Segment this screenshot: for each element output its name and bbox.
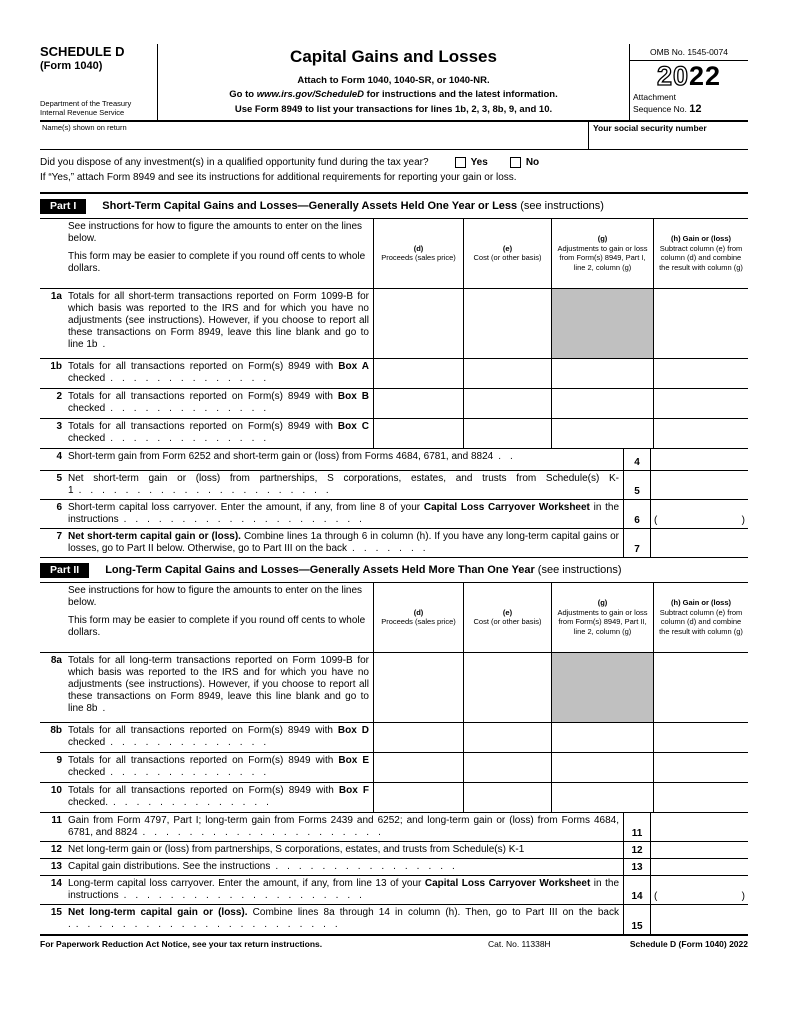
ssn-input-area[interactable] (588, 122, 748, 149)
column-header-adjustments: (g) Adjustments to gain or loss from Form(s) 8949, Part I, line 2, column (g) (551, 219, 653, 288)
no-checkbox[interactable] (510, 157, 521, 168)
table-row-6: 6 Short-term capital loss carryover. Enter the amount, if any, from line 8 of your Capital Loss Carryover Worksheet in the instructions ..................... 6 ( ) (40, 500, 748, 529)
line-13-number-box: 13 (623, 859, 651, 875)
catalog-number: Cat. No. 11338H (488, 938, 551, 949)
line-7-amount[interactable] (651, 529, 748, 557)
form-id-footer: Schedule D (Form 1040) 2022 (629, 938, 748, 949)
no-option (510, 155, 539, 171)
column-header-proceeds: (d) Proceeds (sales price) (373, 219, 463, 288)
row-1a-cost[interactable] (463, 289, 551, 358)
table-row-8a: 8a Totals for all long-term transactions reported on Form 1099-B for which basis was reported to the IRS and for which you have no adjustments (see instructions). However, if you choose to report all these transactions on Form 8949, leave this line blank and go to line 8b . (40, 653, 748, 723)
line-14-number-box: 14 (623, 876, 651, 904)
attach-instruction: Attach to Form 1040, 1040-SR, or 1040-NR. (297, 75, 490, 86)
column-header-gain-loss: (h) Gain or (loss) Subtract column (e) from column (d) and combine the result with column (g) (653, 219, 748, 288)
row-8b-cost[interactable] (463, 723, 551, 752)
row-3-proceeds[interactable] (373, 419, 463, 448)
paperwork-notice: For Paperwork Reduction Act Notice, see your tax return instructions. (40, 938, 323, 949)
schedule-name: SCHEDULE D (40, 44, 125, 59)
yes-label: Yes (470, 156, 488, 168)
row-1a-adjustments-shaded (551, 289, 653, 358)
table-row-10: 10 Totals for all transactions reported on Form(s) 8949 with Box F checked. .............. (40, 783, 748, 813)
table-row-4: 4 Short-term gain from Form 6252 and short-term gain or (loss) from Forms 4684, 6781, and 8824 .. 4 (40, 449, 748, 471)
row-9-cost[interactable] (463, 753, 551, 782)
part1-column-headers (40, 219, 748, 289)
name-ssn-row (40, 122, 748, 150)
line-4-number-box: 4 (623, 449, 651, 470)
part1-instructions-1: See instructions for how to figure the amounts to enter on the lines below. (68, 220, 363, 244)
part2-header (40, 558, 748, 582)
part1-title: Short-Term Capital Gains and Losses—Generally Assets Held One Year or Less (see instructions) (102, 200, 604, 213)
agency-name: Department of the Treasury Internal Revenue Service (40, 99, 132, 118)
table-row-2: 2 Totals for all transactions reported on Form(s) 8949 with Box B checked .............. (40, 389, 748, 419)
row-8b-adjustments[interactable] (551, 723, 653, 752)
line-15-number-box: 15 (623, 905, 651, 934)
table-row-1b: 1b Totals for all transactions reported on Form(s) 8949 with Box A checked .............. (40, 359, 748, 389)
line-13-amount[interactable] (651, 859, 748, 875)
line-11-number-box: 11 (623, 813, 651, 841)
row-10-gain-loss[interactable] (653, 783, 748, 812)
part1-header (40, 194, 748, 218)
line-14-amount[interactable] (651, 876, 748, 904)
table-row-1a: 1a Totals for all short-term transactions reported on Form 1099-B for which basis was reported to the IRS and for which you have no adjustments (see instructions). However, if you choose to report all these transactions on Form 8949, leave this line blank and go to line 1b . (40, 289, 748, 359)
form-content (40, 44, 748, 949)
line-4-amount[interactable] (651, 449, 748, 470)
row-1b-cost[interactable] (463, 359, 551, 388)
name-input-area[interactable] (40, 122, 588, 149)
form-footer (40, 934, 748, 949)
part1-table (40, 218, 748, 558)
row-9-proceeds[interactable] (373, 753, 463, 782)
ssn-label: Your social security number (593, 122, 707, 133)
form-number: (Form 1040) (40, 59, 103, 72)
column-header-proceeds-2: (d) Proceeds (sales price) (373, 583, 463, 652)
row-1b-adjustments[interactable] (551, 359, 653, 388)
form-header-center (158, 44, 630, 120)
row-9-adjustments[interactable] (551, 753, 653, 782)
attachment-sequence: Attachment Sequence No. 12 (633, 92, 702, 115)
row-1a-proceeds[interactable] (373, 289, 463, 358)
part2-table (40, 582, 748, 934)
row-8a-proceeds[interactable] (373, 653, 463, 722)
row-3-cost[interactable] (463, 419, 551, 448)
table-row-11: 11 Gain from Form 4797, Part I; long-term gain from Forms 2439 and 6252; and long-term gain or (loss) from Forms 4684, 6781, and 8824 ..................... 11 (40, 813, 748, 842)
row-3-adjustments[interactable] (551, 419, 653, 448)
irs-url: www.irs.gov/ScheduleD (256, 89, 365, 101)
yes-checkbox[interactable] (455, 157, 466, 168)
part2-title: Long-Term Capital Gains and Losses—Generally Assets Held More Than One Year (see instructions) (105, 564, 622, 577)
row-9-gain-loss[interactable] (653, 753, 748, 782)
row-10-adjustments[interactable] (551, 783, 653, 812)
row-8b-proceeds[interactable] (373, 723, 463, 752)
column-header-adjustments-2: (g) Adjustments to gain or loss from Form(s) 8949, Part II, line 2, column (g) (551, 583, 653, 652)
line-6-amount[interactable] (651, 500, 748, 528)
no-label: No (525, 156, 540, 168)
column-header-cost: (e) Cost (or other basis) (463, 219, 551, 288)
name-label: Name(s) shown on return (42, 122, 127, 132)
form-header-left (40, 44, 158, 120)
open-paren: ( (654, 890, 658, 902)
tax-year: 2022 (656, 61, 722, 91)
close-paren: ) (741, 514, 745, 526)
table-row-3: 3 Totals for all transactions reported on Form(s) 8949 with Box C checked .............. (40, 419, 748, 449)
table-row-13: 13 Capital gain distributions. See the instructions ................ 13 (40, 859, 748, 876)
line-15-amount[interactable] (651, 905, 748, 934)
row-1a-gain-loss[interactable] (653, 289, 748, 358)
line-11-amount[interactable] (651, 813, 748, 841)
question-note: If “Yes,” attach Form 8949 and see its instructions for additional requirements for reporting your gain or loss. (40, 172, 517, 184)
opportunity-fund-question (40, 150, 748, 194)
row-2-cost[interactable] (463, 389, 551, 418)
line-12-amount[interactable] (651, 842, 748, 858)
part2-column-headers (40, 583, 748, 653)
line-6-number-box: 6 (623, 500, 651, 528)
row-8a-cost[interactable] (463, 653, 551, 722)
part2-instructions-1: See instructions for how to figure the amounts to enter on the lines below. (68, 584, 363, 608)
form-instructions (166, 74, 621, 117)
part1-instructions-2: This form may be easier to complete if you round off cents to whole dollars. (68, 250, 366, 274)
column-header-cost-2: (e) Cost (or other basis) (463, 583, 551, 652)
close-paren: ) (741, 890, 745, 902)
part2-label: Part II (40, 563, 89, 578)
form-header-right (630, 44, 748, 120)
row-3-gain-loss[interactable] (653, 419, 748, 448)
row-8b-gain-loss[interactable] (653, 723, 748, 752)
yes-option (455, 155, 488, 171)
line-5-number-box: 5 (623, 471, 651, 499)
sequence-number: 12 (689, 102, 702, 115)
table-row-8b: 8b Totals for all transactions reported on Form(s) 8949 with Box D checked .............. (40, 723, 748, 753)
row-10-proceeds[interactable] (373, 783, 463, 812)
line-7-number-box: 7 (623, 529, 651, 557)
row-1b-proceeds[interactable] (373, 359, 463, 388)
line-12-number-box: 12 (623, 842, 651, 858)
part2-instructions-2: This form may be easier to complete if you round off cents to whole dollars. (68, 614, 366, 638)
row-10-cost[interactable] (463, 783, 551, 812)
part1-label: Part I (40, 199, 86, 214)
omb-number: OMB No. 1545-0074 (630, 44, 748, 61)
table-row-9: 9 Totals for all transactions reported on Form(s) 8949 with Box E checked .............. (40, 753, 748, 783)
row-8a-gain-loss[interactable] (653, 653, 748, 722)
open-paren: ( (654, 514, 658, 526)
table-row-15: 15 Net long-term capital gain or (loss). Combine lines 8a through 14 in column (h). Then, go to Part III on the back . ....................... 15 (40, 905, 748, 934)
table-row-12: 12 Net long-term gain or (loss) from partnerships, S corporations, estates, and trusts from Schedule(s) K-1 12 (40, 842, 748, 859)
question-text: Did you dispose of any investment(s) in a qualified opportunity fund during the tax year? (40, 156, 429, 168)
row-1b-gain-loss[interactable] (653, 359, 748, 388)
use-form-8949-instruction: Use Form 8949 to list your transactions for lines 1b, 2, 3, 8b, 9, and 10. (234, 103, 553, 115)
table-row-7: 7 Net short-term capital gain or (loss). Combine lines 1a through 6 in column (h). If you have any long-term capital gains or losses, go to Part II below. Otherwise, go to Part III on the back ....... 7 (40, 529, 748, 558)
table-row-5: 5 Net short-term gain or (loss) from partnerships, S corporations, estates, and trusts from Schedule(s) K-1 ...................... 5 (40, 471, 748, 500)
row-8a-adjustments-shaded (551, 653, 653, 722)
column-header-gain-loss-2: (h) Gain or (loss) Subtract column (e) from column (d) and combine the result with column (g) (653, 583, 748, 652)
row-2-adjustments[interactable] (551, 389, 653, 418)
goto-instruction: Go to www.irs.gov/ScheduleD for instructions and the latest information. (229, 89, 558, 101)
table-row-14: 14 Long-term capital loss carryover. Enter the amount, if any, from line 13 of your Capital Loss Carryover Worksheet in the instructions ..................... 14 ( ) (40, 876, 748, 905)
form-title: Capital Gains and Losses (290, 47, 497, 66)
line-5-amount[interactable] (651, 471, 748, 499)
row-2-proceeds[interactable] (373, 389, 463, 418)
form-header (40, 44, 748, 122)
row-2-gain-loss[interactable] (653, 389, 748, 418)
